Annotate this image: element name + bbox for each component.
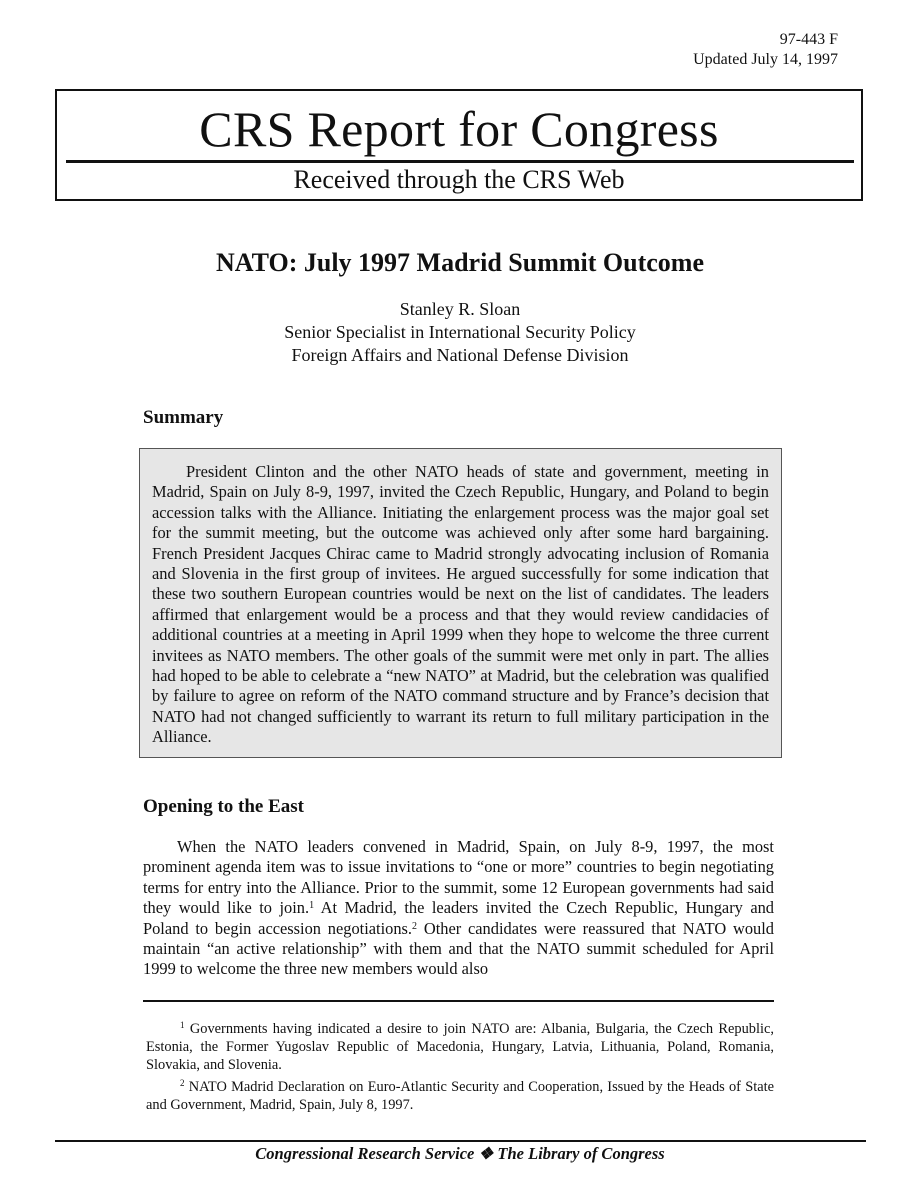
body-text-segment: At Madrid, the leaders invited the Czech Republic, Hungary and Poland to begin accession negotiations. [143,898,774,938]
footnote-mark: 1 [180,1020,185,1030]
footer-rule [55,1140,866,1142]
summary-text: President Clinton and the other NATO heads of state and government, meeting in Madrid, Spain on July 8-9, 1997, invited the Czech Republic, Hungary, and Poland to begin accession talks with the Alliance. Initiating the enlargement process was the major goal set for the summit meeting, but the outcome was achieved only after some hard bargaining. French President Jacques Chirac came to Madrid strongly advocating inclusion of Romania and Slovenia in the first group of invitees. He argued successfully for some indication that these two southern European countries would be next on the list of candidates. The leaders affirmed that enlargement would be a process and that they would review candidacies of additional countries at a meeting in April 1999 when they hope to welcome the three current invitees as NATO members. The other goals of the summit were met only in part. The allies had hoped to be able to celebrate a “new NATO” at Madrid, but the celebration was qualified by failure to agree on reform of the NATO command structure and by France’s decision that NATO had not changed sufficiently to warrant its return to full military participation in the Alliance. [152,462,769,747]
footnote-ref-2: 2 [412,920,418,932]
masthead [55,89,863,201]
masthead-rule [66,160,854,163]
document-title: NATO: July 1997 Madrid Summit Outcome [216,248,704,277]
masthead-title: CRS Report for Congress [199,101,719,157]
section-heading: Opening to the East [143,796,304,817]
updated-date: Updated July 14, 1997 [693,51,838,68]
footnote-1 [146,1020,774,1074]
author-name: Stanley R. Sloan [399,299,521,319]
body-text-segment: Other candidates were reassured that NATO would maintain “an active relationship” with them and that the NATO summit scheduled for April 1999 to welcome the three new members would also [143,918,775,979]
body-text-segment: When the NATO leaders convened in Madrid, Spain, on July 8-9, 1997, the most prominent agenda item was to issue invitations to “one or more” countries to begin negotiating terms for entry into the Alliance. Prior to the summit, some 12 European governments had said they would like to join. [143,837,774,918]
report-identifier [693,30,838,70]
author-block [0,298,920,367]
footnote-2 [146,1078,774,1114]
footnotes [146,1020,774,1118]
footnote-text: NATO Madrid Declaration on Euro-Atlantic Security and Cooperation, Issued by the Heads of State and Government, Madrid, Spain, July 8, 1997. [146,1079,774,1113]
footnote-ref-1: 1 [309,900,315,912]
author-division: Foreign Affairs and National Defense Division [291,345,629,365]
masthead-subtitle: Received through the CRS Web [293,165,625,194]
report-number: 97-443 F [779,31,838,48]
author-title: Senior Specialist in International Security Policy [284,322,636,342]
footnote-text: Governments having indicated a desire to join NATO are: Albania, Bulgaria, the Czech Republic, Estonia, the Former Yugoslav Republic of Macedonia, Hungary, Latvia, Lithuania, Poland, Romania, Slovakia, and Slovenia. [146,1021,774,1073]
footnote-mark: 2 [180,1078,185,1088]
summary-box [139,448,782,758]
footer-text: Congressional Research Service ❖ The Library of Congress [255,1144,665,1163]
body-paragraph [143,837,774,980]
footnote-separator [143,1000,774,1002]
summary-heading: Summary [143,407,224,428]
